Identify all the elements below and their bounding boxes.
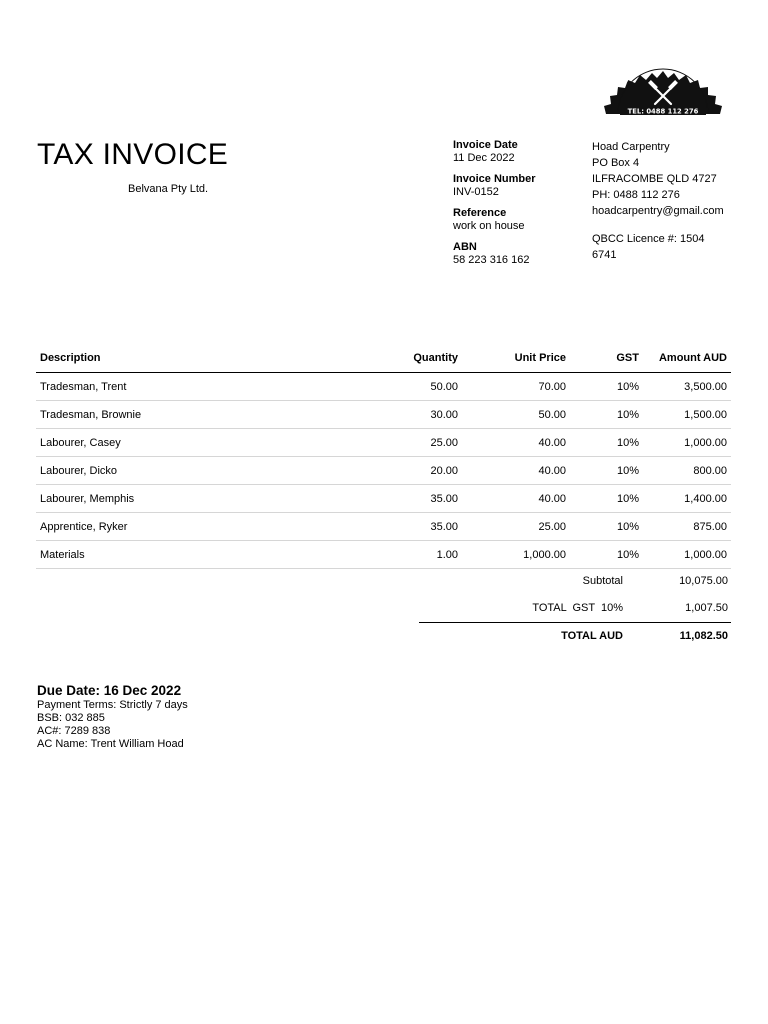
row-quantity: 1.00 — [344, 541, 462, 569]
svg-text:TEL: 0488 112 276: TEL: 0488 112 276 — [627, 107, 699, 116]
row-gst: 10% — [570, 401, 643, 429]
row-gst: 10% — [570, 513, 643, 541]
row-description: Tradesman, Brownie — [36, 401, 344, 429]
row-gst: 10% — [570, 541, 643, 569]
due-date: Due Date: 16 Dec 2022 — [37, 683, 182, 698]
client-name: Belvana Pty Ltd. — [128, 183, 209, 195]
table-header-row — [36, 344, 731, 373]
supplier-email: hoadcarpentry@gmail.com — [592, 205, 724, 217]
table-row — [36, 485, 731, 513]
payment-terms: Payment Terms: Strictly 7 days — [37, 699, 188, 711]
row-quantity: 35.00 — [344, 513, 462, 541]
row-unit-price: 1,000.00 — [462, 541, 570, 569]
table-row — [36, 401, 731, 429]
row-unit-price: 40.00 — [462, 457, 570, 485]
row-unit-price: 70.00 — [462, 373, 570, 401]
row-amount: 3,500.00 — [643, 373, 731, 401]
total-value: 11,082.50 — [679, 630, 728, 642]
subtotal-value: 10,075.00 — [679, 575, 728, 587]
col-amount: Amount AUD — [643, 344, 731, 373]
invoice-date-value: 11 Dec 2022 — [453, 151, 515, 164]
row-description: Labourer, Memphis — [36, 485, 344, 513]
row-description: Labourer, Casey — [36, 429, 344, 457]
invoice-number-label: Invoice Number — [453, 173, 536, 185]
abn-label: ABN — [453, 241, 477, 253]
row-unit-price: 40.00 — [462, 429, 570, 457]
table-row — [36, 373, 731, 401]
supplier-licence: QBCC Licence #: 1504 6741 — [592, 233, 705, 261]
row-quantity: 20.00 — [344, 457, 462, 485]
subtotal-label: Subtotal — [582, 575, 623, 587]
total-row — [419, 622, 731, 650]
row-unit-price: 50.00 — [462, 401, 570, 429]
col-unit-price: Unit Price — [462, 344, 570, 373]
row-amount: 1,500.00 — [643, 401, 731, 429]
row-quantity: 50.00 — [344, 373, 462, 401]
totals-block — [419, 568, 731, 650]
row-unit-price: 40.00 — [462, 485, 570, 513]
row-description: Tradesman, Trent — [36, 373, 344, 401]
row-gst: 10% — [570, 485, 643, 513]
supplier-company: Hoad Carpentry — [592, 141, 670, 153]
page-title: TAX INVOICE — [37, 138, 229, 171]
line-items-table — [36, 344, 731, 569]
row-gst: 10% — [570, 429, 643, 457]
table-row — [36, 541, 731, 569]
supplier-po-box: PO Box 4 — [592, 157, 640, 169]
row-quantity: 30.00 — [344, 401, 462, 429]
supplier-city: ILFRACOMBE QLD 4727 — [592, 173, 717, 185]
invoice-meta — [453, 139, 583, 275]
col-quantity: Quantity — [344, 344, 462, 373]
svg-text:HOAD CARPENTRY: HOAD CARPENTRY — [618, 53, 708, 88]
col-gst: GST — [570, 344, 643, 373]
gst-value: 1,007.50 — [685, 602, 728, 614]
total-label: TOTAL AUD — [561, 630, 623, 642]
invoice-number-value: INV-0152 — [453, 185, 499, 198]
company-logo — [600, 52, 726, 118]
row-amount: 875.00 — [643, 513, 731, 541]
reference-label: Reference — [453, 207, 507, 219]
abn-value: 58 223 316 162 — [453, 253, 530, 266]
supplier-phone: PH: 0488 112 276 — [592, 189, 680, 201]
row-amount: 1,000.00 — [643, 429, 731, 457]
row-unit-price: 25.00 — [462, 513, 570, 541]
account-number: AC#: 7289 838 — [37, 725, 111, 737]
row-description: Labourer, Dicko — [36, 457, 344, 485]
row-gst: 10% — [570, 457, 643, 485]
col-description: Description — [36, 344, 344, 373]
table-row — [36, 457, 731, 485]
account-name: AC Name: Trent William Hoad — [37, 738, 184, 750]
row-amount: 800.00 — [643, 457, 731, 485]
reference-value: work on house — [453, 219, 525, 232]
saw-blade-logo-icon — [600, 52, 726, 118]
table-row — [36, 513, 731, 541]
gst-row — [419, 595, 731, 622]
row-amount: 1,400.00 — [643, 485, 731, 513]
invoice-date-label: Invoice Date — [453, 139, 518, 151]
row-description: Apprentice, Ryker — [36, 513, 344, 541]
row-gst: 10% — [570, 373, 643, 401]
payment-info — [37, 684, 188, 751]
bsb: BSB: 032 885 — [37, 712, 105, 724]
row-quantity: 25.00 — [344, 429, 462, 457]
table-row — [36, 429, 731, 457]
row-description: Materials — [36, 541, 344, 569]
row-amount: 1,000.00 — [643, 541, 731, 569]
supplier-details — [592, 139, 742, 263]
row-quantity: 35.00 — [344, 485, 462, 513]
gst-label: TOTAL GST 10% — [532, 602, 623, 614]
subtotal-row — [419, 568, 731, 595]
